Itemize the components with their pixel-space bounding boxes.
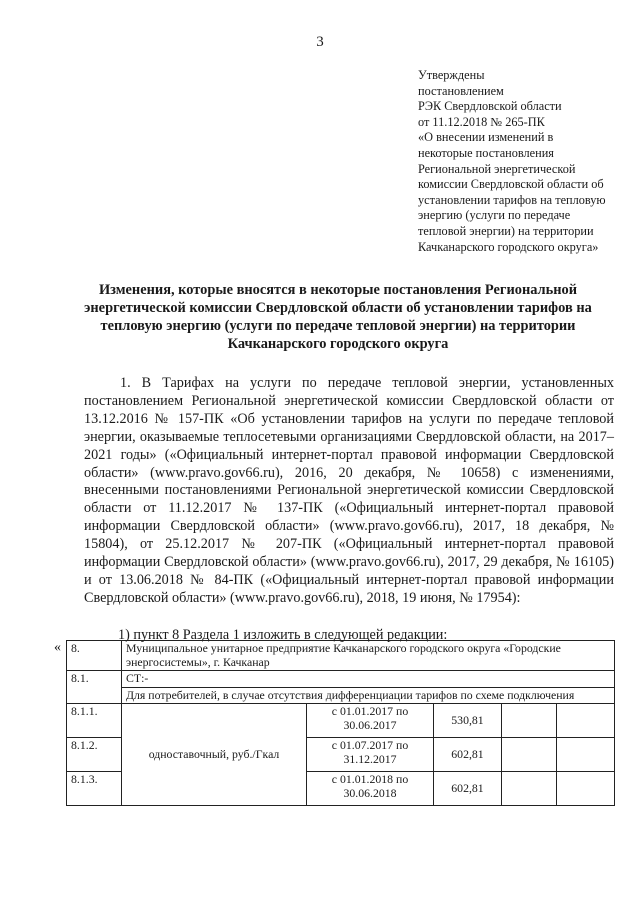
paragraph-1: 1. В Тарифах на услуги по передаче тепловой энергии, установленных постановлением Региональной энергетической комиссии Свердловской области от 13.12.2016 № 157-ПК «Об установлении тарифов на услуги по передаче тепловой энергии, оказываемые теплосетевыми организациями Свердловской области, на 2017–2021 годы» («Официальный интернет-портал правовой информации Свердловской области» (www.pravo.gov66.ru), 2016, 20 декабря, № 10658) с изменениями, внесенными постановлениями Региональной энергетической комиссии Свердловской области от 11.12.2017 № 137-ПК («Официальный интернет-портал правовой информации Свердловской области» (www.pravo.gov66.ru), 2017, 18 декабря, № 15804), от 25.12.2017 № 207-ПК («Официальный интернет-портал правовой информации Свердловской области» (www.pravo.gov66.ru), 2017, 29 декабря, № 16105) и от 13.06.2018 № 84-ПК («Официальный интернет-портал правовой информации Свердловской области» (www.pravo.gov66.ru), 2018, 19 июня, № 17954):: [84, 375, 614, 606]
approval-stamp: [418, 68, 628, 255]
tariff-value: 530,81: [434, 704, 502, 738]
empty-cell: [557, 772, 615, 806]
system-type: СТ:-: [122, 671, 615, 688]
approval-line: тепловой энергии) на территории: [418, 223, 594, 238]
tariff-value: 602,81: [434, 772, 502, 806]
row-number: 8.: [67, 641, 122, 671]
approval-line: от 11.12.2018 № 265-ПК: [418, 114, 545, 129]
empty-cell: [557, 704, 615, 738]
row-number: 8.1.: [67, 671, 122, 704]
table-row: [67, 704, 615, 738]
body-text: [84, 375, 614, 608]
table-row: [67, 671, 615, 688]
approval-line: РЭК Свердловской области: [418, 99, 562, 114]
row-number: 8.1.3.: [67, 772, 122, 806]
approval-line: постановлением: [418, 83, 504, 98]
approval-line: энергию (услуги по передаче: [418, 208, 571, 223]
empty-cell: [502, 772, 557, 806]
empty-cell: [557, 738, 615, 772]
empty-cell: [502, 738, 557, 772]
approval-line: комиссии Свердловской области об: [418, 177, 604, 192]
row-number: 8.1.1.: [67, 704, 122, 738]
approval-line: Качканарского городского округа»: [418, 239, 599, 254]
approval-line: некоторые постановления: [418, 145, 554, 160]
tariff-period: с 01.01.2018 по 30.06.2018: [307, 772, 434, 806]
tariff-name: одноставочный, руб./Гкал: [122, 704, 307, 806]
approval-line: Утверждены: [418, 68, 485, 82]
document-title: Изменения, которые вносятся в некоторые постановления Региональной энергетической комиссии Свердловской области об установлении тарифов на тепловую энергию (услуги по передаче тепловой энергии) на территории Качканарского городского округа: [84, 282, 592, 352]
item-1: 1) пункт 8 Раздела 1 изложить в следующей редакции:: [118, 627, 448, 643]
approval-line: «О внесении изменений в: [418, 130, 554, 145]
table-row: [67, 641, 615, 671]
empty-cell: [502, 704, 557, 738]
organization-name: Муниципальное унитарное предприятие Качканарского городского округа «Городские энергосистемы», г. Качканар: [122, 641, 615, 671]
row-number: 8.1.2.: [67, 738, 122, 772]
tariff-table: [66, 640, 615, 806]
consumer-category: Для потребителей, в случае отсутствия дифференциации тарифов по схеме подключения: [122, 687, 615, 704]
table-row: [67, 687, 615, 704]
opening-quote: «: [54, 640, 61, 655]
approval-line: установлении тарифов на тепловую: [418, 192, 606, 207]
tariff-period: с 01.07.2017 по 31.12.2017: [307, 738, 434, 772]
tariff-value: 602,81: [434, 738, 502, 772]
approval-line: Региональной энергетической: [418, 161, 576, 176]
page-number: 3: [316, 34, 324, 50]
tariff-period: с 01.01.2017 по 30.06.2017: [307, 704, 434, 738]
